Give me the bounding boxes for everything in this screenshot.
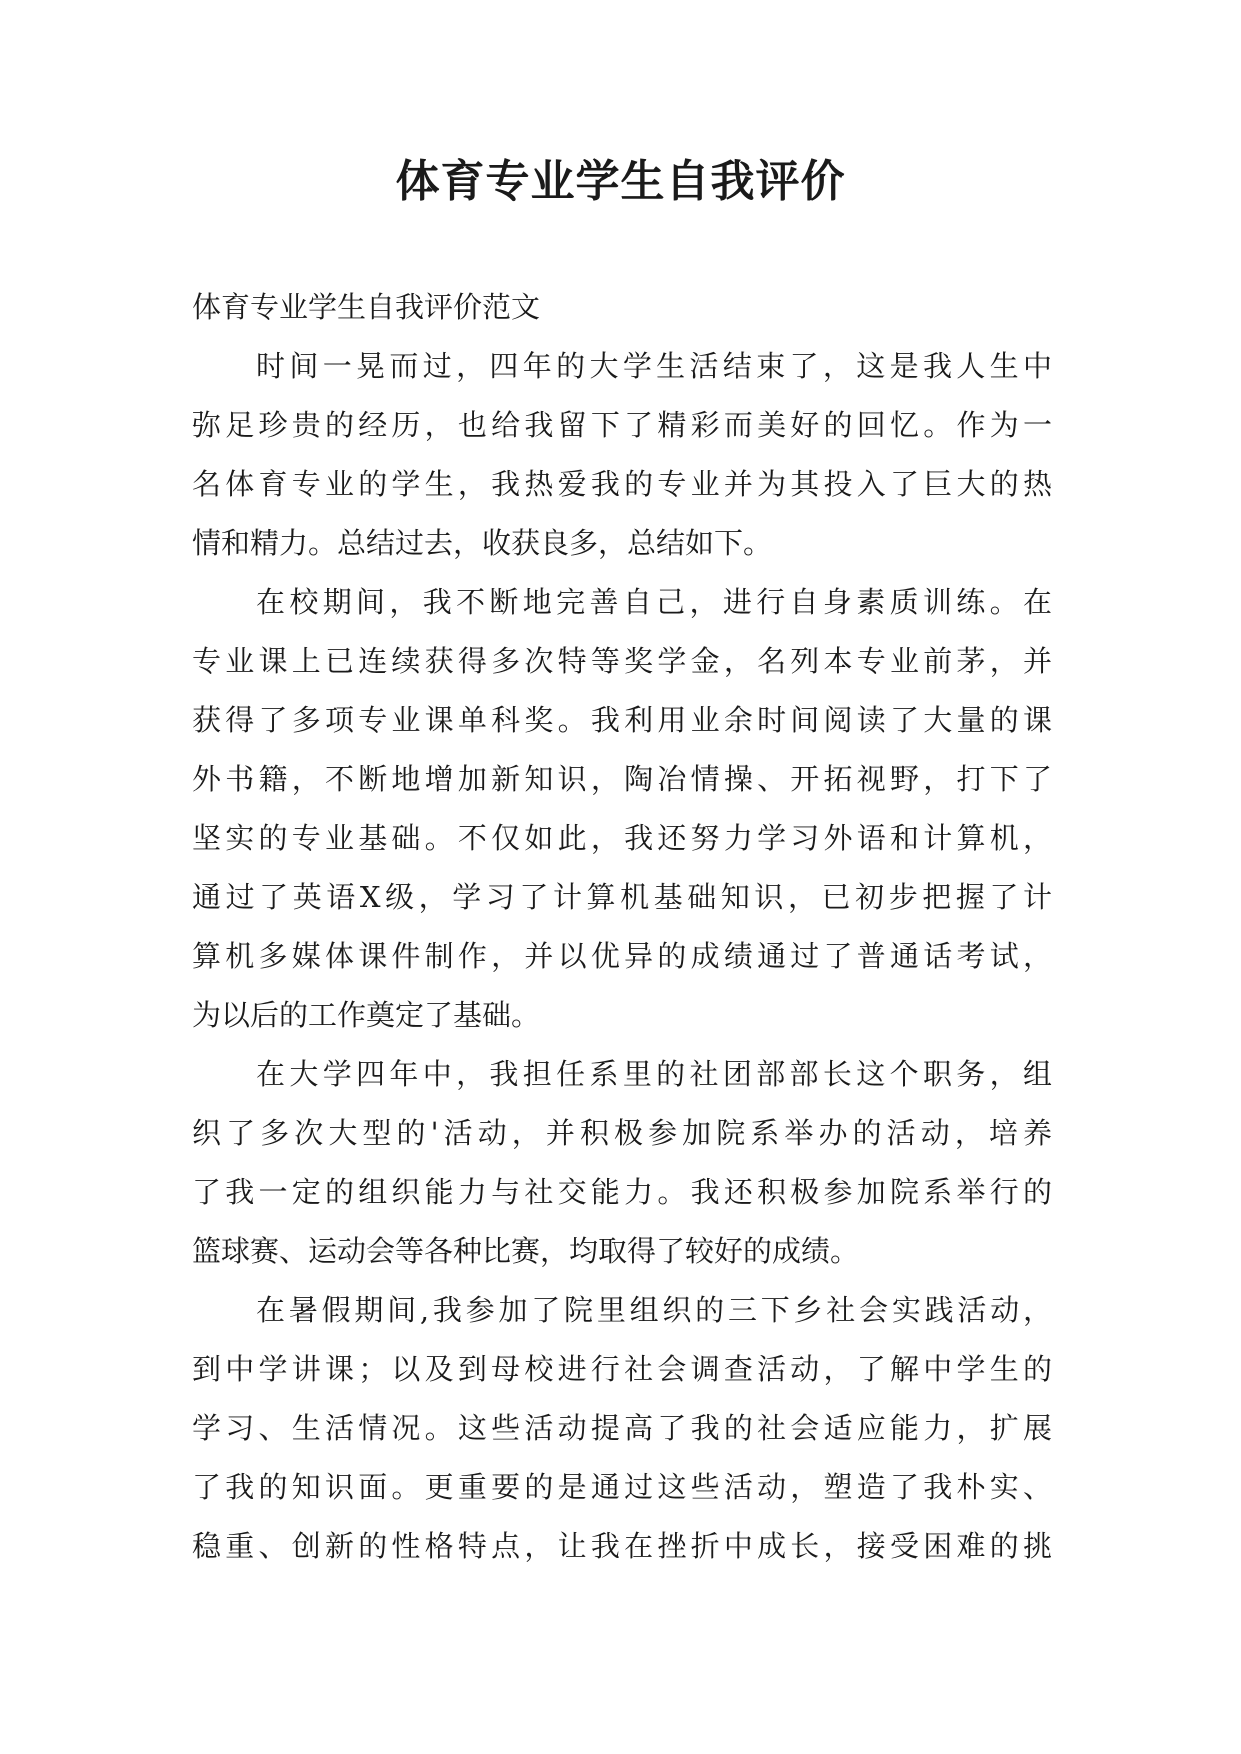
text-line-content: 外书籍，不断地增加新知识，陶冶情操、开拓视野，打下了	[192, 762, 1052, 796]
text-line-content: 织了多次大型的'活动，并积极参加院系举办的活动，培养	[192, 1116, 1052, 1150]
text-line	[192, 523, 1052, 582]
page-title: 体育专业学生自我评价	[395, 156, 846, 207]
text-line-content: 获得了多项专业课单科奖。我利用业余时间阅读了大量的课	[192, 703, 1052, 737]
text-line	[192, 995, 1052, 1054]
text-line-content: 学习、生活情况。这些活动提高了我的社会适应能力，扩展	[192, 1411, 1052, 1445]
text-line-content: 篮球赛、运动会等各种比赛，均取得了较好的成绩。	[192, 1234, 860, 1268]
text-line-content: 算机多媒体课件制作，并以优异的成绩通过了普通话考试，	[192, 939, 1052, 973]
text-line-content: 专业课上已连续获得多次特等奖学金，名列本专业前茅，并	[192, 644, 1052, 678]
text-line-content: 在大学四年中，我担任系里的社团部部长这个职务，组	[256, 1057, 1052, 1091]
text-line-content: 名体育专业的学生，我热爱我的专业并为其投入了巨大的热	[192, 467, 1052, 501]
document-body	[192, 287, 1052, 1585]
text-line-content: 通过了英语X级，学习了计算机基础知识，已初步把握了计	[192, 880, 1052, 914]
text-line	[192, 346, 1052, 405]
text-line	[192, 877, 1052, 936]
text-line	[192, 936, 1052, 995]
text-line-content: 在校期间，我不断地完善自己，进行自身素质训练。在	[256, 585, 1052, 619]
text-line-content: 到中学讲课；以及到母校进行社会调查活动，了解中学生的	[192, 1352, 1052, 1386]
text-line	[192, 1408, 1052, 1467]
text-line	[192, 582, 1052, 641]
text-line	[192, 1349, 1052, 1408]
text-line-content: 情和精力。总结过去，收获良多，总结如下。	[192, 526, 773, 560]
text-line-content: 体育专业学生自我评价范文	[192, 290, 541, 324]
text-line-content: 稳重、创新的性格特点，让我在挫折中成长，接受困难的挑	[192, 1529, 1052, 1563]
text-line-content: 在暑假期间,我参加了院里组织的三下乡社会实践活动，	[256, 1293, 1052, 1327]
text-line	[192, 1172, 1052, 1231]
text-line	[192, 1467, 1052, 1526]
text-line-content: 坚实的专业基础。不仅如此，我还努力学习外语和计算机，	[192, 821, 1052, 855]
text-line	[192, 464, 1052, 523]
text-line-content: 时间一晃而过，四年的大学生活结束了，这是我人生中	[256, 349, 1052, 383]
text-line-content: 了我的知识面。更重要的是通过这些活动，塑造了我朴实、	[192, 1470, 1052, 1504]
text-line	[192, 700, 1052, 759]
text-line	[192, 759, 1052, 818]
text-line	[192, 1290, 1052, 1349]
text-line	[192, 1054, 1052, 1113]
text-line	[192, 1526, 1052, 1585]
text-line	[192, 287, 1052, 346]
text-line-content: 为以后的工作奠定了基础。	[192, 998, 541, 1032]
text-line	[192, 1231, 1052, 1290]
text-line	[192, 641, 1052, 700]
text-line	[192, 818, 1052, 877]
text-line-content: 了我一定的组织能力与社交能力。我还积极参加院系举行的	[192, 1175, 1052, 1209]
text-line-content: 弥足珍贵的经历，也给我留下了精彩而美好的回忆。作为一	[192, 408, 1052, 442]
text-line	[192, 405, 1052, 464]
text-line	[192, 1113, 1052, 1172]
